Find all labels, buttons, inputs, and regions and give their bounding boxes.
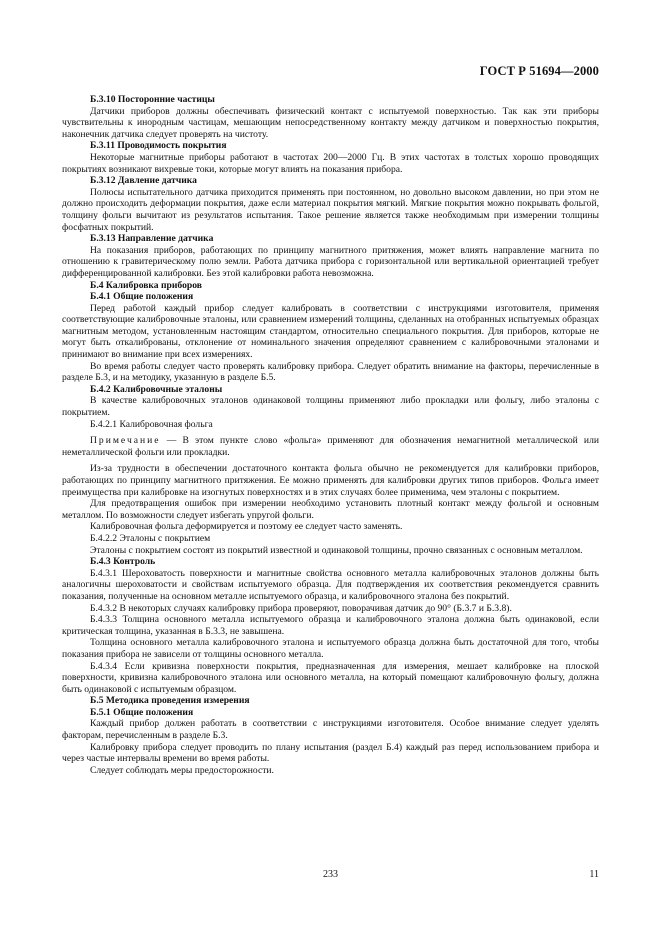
body-paragraph: Б.4.2.1 Калибровочная фольга [90,418,213,430]
body-paragraph: Перед работой каждый прибор следует калибровать в соответствии с инструкциями изготовителя, применяя соответствующие калибровочные эталоны, или сравнением измерений толщины, сделанных на отобранных испытуемых образцах магнитным методом, установленным настоящим стандартом, относительно специального покрытия. Для приборов, которые не могут быть откалиброваны, отклонение от номинального значения определяют сравнением с калибровочными эталонами и принимают во внимание при всех измерениях. [62,302,599,361]
body-paragraph: Для предотвращения ошибок при измерении необходимо установить плотный контакт между фольгой и основным металлом. По возможности следует избегать упругой фольги. [62,498,599,521]
section-heading: Б.4.3 Контроль [90,556,156,568]
body-paragraph: Толщина основного металла калибровочного эталона и испытуемого образца должна быть достаточной для того, чтобы показания прибора не зависели от толщины основного металла. [62,637,599,660]
document-body [62,94,599,776]
page-number-right: 11 [589,869,599,880]
body-paragraph: Б.4.3.4 Если кривизна поверхности покрытия, предназначенная для измерения, мешает калибровке на плоской поверхности, кривизна калибровочного эталона или основного металла, на который помещают калибровочную фольгу, должна быть одинаковой с испытуемым образцом. [62,660,599,695]
body-paragraph: Каждый прибор должен работать в соответствии с инструкциями изготовителя. Особое внимание следует уделять факторам, перечисленным в разделе Б.3. [62,718,599,742]
body-paragraph: Во время работы следует часто проверять калибровку прибора. Следует обратить внимание на факторы, перечисленные в разделе Б.3, и на методику, указанную в разделе Б.5. [62,360,599,384]
body-paragraph: Б.4.2.2 Эталоны с покрытием [90,532,211,544]
section-heading: Б.3.13 Направление датчика [90,233,214,245]
body-paragraph: Датчики приборов должны обеспечивать физический контакт с испытуемой поверхностью. Так как эти приборы чувствительны к инородным частицам, мешающим непосредственному контакту между датчиком и поверхностью покрытия, наконечник датчика следует проверять на чистоту. [62,105,599,140]
body-paragraph: Калибровочная фольга деформируется и поэтому ее следует часто заменять. [90,521,403,533]
note-label: Примечание [90,435,161,447]
body-paragraph: Калибровку прибора следует проводить по плану испытания (раздел Б.4) каждый раз перед использованием прибора и через частые интервалы времени во время работы. [62,741,599,765]
standard-header: ГОСТ Р 51694—2000 [479,64,599,78]
body-paragraph: Б.4.3.1 Шероховатость поверхности и магнитные свойства основного металла калибровочных эталонов должны быть аналогичны шероховатости и свойствам испытуемого образца. Для подтверждения их соответствия рекомендуется сравнить показания, полученные на основном металле испытуемого образца, и калибровочного эталона без покрытий. [62,567,599,602]
body-paragraph: Эталоны с покрытием состоят из покрытий известной и одинаковой толщины, прочно связанных с основным металлом. [90,544,583,556]
body-paragraph: На показания приборов, работающих по принципу магнитного притяжения, может влиять направление магнита по отношению к гравитерическому полю земли. Работа датчика прибора с горизонтальной или вертикальной ориентацией требует дифференцированной калибровки. Без этой калибровки работа невозможна. [62,244,599,279]
section-heading: Б.3.12 Давление датчика [90,175,197,187]
body-paragraph: Полюсы испытательного датчика приходится применять при постоянном, но довольно высоком давлении, но при этом не должно происходить деформации покрытия, даже если материал покрытия мягкий. Мягкие покрытия можно покрывать фольгой, толщину фольги вычитают из результатов испытания. Такое решение является также необходимым при измерении толщины фосфатных покрытий. [62,186,599,233]
section-heading: Б.4.1 Общие положения [90,291,194,303]
body-paragraph: Б.4.3.3 Толщина основного металла испытуемого образца и калибровочного эталона должна быть одинаковой, если критическая толщина, указанная в Б.3.3, не завышена. [62,614,599,637]
section-heading: Б.5.1 Общие положения [90,706,194,718]
section-heading: Б.3.11 Проводимость покрытия [90,140,227,152]
body-paragraph: Б.4.3.2 В некоторых случаях калибровку прибора проверяют, поворачивая датчик до 90° (Б.3.7 и Б.3.8). [90,602,512,614]
section-heading: Б.3.10 Посторонние частицы [90,94,215,105]
body-paragraph: Из-за трудности в обеспечении достаточного контакта фольга обычно не рекомендуется для калибровки приборов, работающих по принципу магнитного притяжения. Ее можно применять для калибровки других типов приборов. Фольга имеет преимущества при калибровке на изогнутых поверхностях и в этих случаях более применима, чем эталоны с покрытием. [62,463,599,498]
note-paragraph [62,435,599,458]
note-text: — В этом пункте слово «фольга» применяют для обозначения немагнитной металлической или неметаллической фольги или прокладки. [62,435,599,458]
section-heading: Б.5 Методика проведения измерения [90,695,250,707]
section-heading: Б.4 Калибровка приборов [90,279,202,291]
body-paragraph: Следует соблюдать меры предосторожности. [90,764,274,776]
body-paragraph: В качестве калибровочных эталонов одинаковой толщины применяют либо прокладки или фольгу, либо эталоны с покрытием. [62,395,599,419]
section-heading: Б.4.2 Калибровочные эталоны [90,383,223,395]
body-paragraph: Некоторые магнитные приборы работают в частотах 200—2000 Гц. В этих частотах в толстых хорошо проводящих покрытиях возникают вихревые токи, которые могут влиять на показания прибора. [62,151,599,175]
page-number-center: 233 [323,869,338,880]
